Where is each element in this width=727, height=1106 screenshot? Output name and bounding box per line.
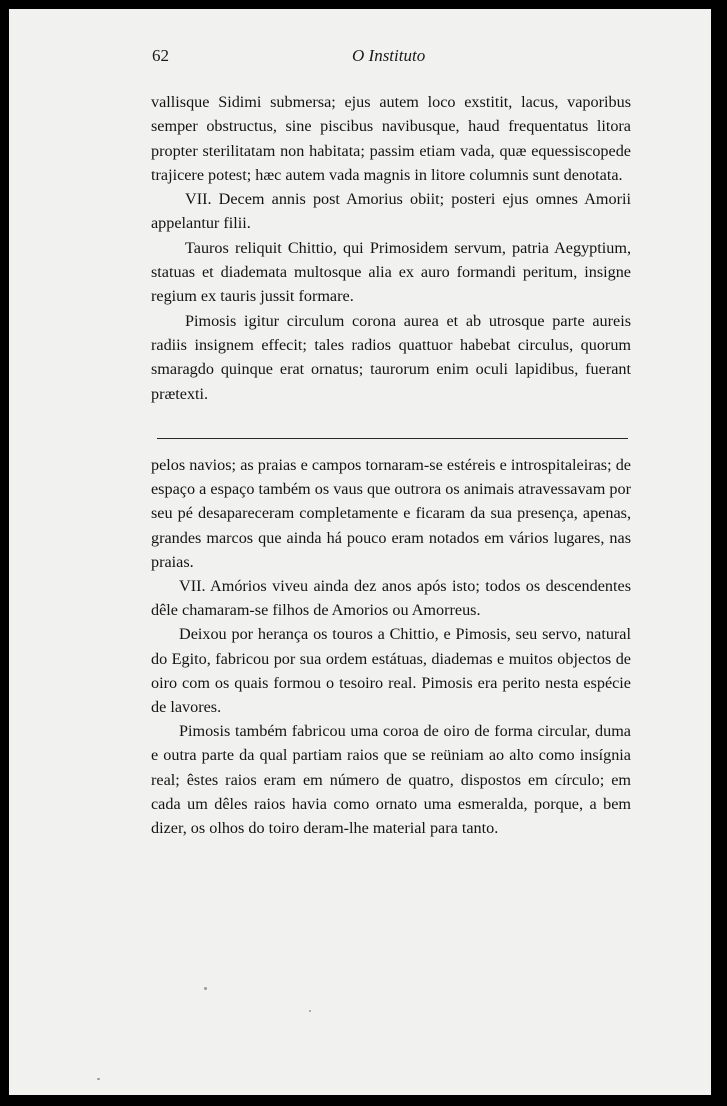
paper-speck: [204, 987, 207, 990]
portuguese-paragraph: Deixou por herança os touros a Chittio, e Pimosis, seu servo, natural do Egito, fabricou por sua ordem estátuas, diademas e muitos objectos de oiro com os quais formou o tesoiro real. Pimosis era perito nesta espécie de lavores.: [151, 625, 631, 717]
latin-paragraph: Pimosis igitur circulum corona aurea et ab utrosque parte aureis radiis insignem effecit; tales radios quattuor habebat circulus, quorum smaragdo quinque erat ornatus; taurorum enim oculi lapidibus, fuerant prætexti.: [151, 311, 631, 403]
portuguese-paragraph: VII. Amórios viveu ainda dez anos após isto; todos os descendentes dêle chamaram-se filhos de Amorios ou Amorreus.: [151, 577, 631, 620]
scan-border: [0, 1095, 727, 1106]
running-title: O Instituto: [352, 46, 426, 65]
portuguese-text: [151, 453, 631, 840]
page-header: [152, 46, 632, 72]
paper-speck: [309, 1010, 311, 1012]
latin-paragraph: VII. Decem annis post Amorius obiit; posteri ejus omnes Amorii appelantur filii.: [151, 190, 631, 233]
latin-text: [151, 90, 631, 406]
latin-paragraph: vallisque Sidimi submersa; ejus autem loco exstitit, lacus, vaporibus semper obstructus, sine piscibus navibusque, haud frequentatus litora propter sterilitatam non habitata; passim etiam vada, quæ equessiscopede trajicere potest; hæc autem vada magnis in litore columnis sunt denotata.: [151, 93, 631, 184]
latin-paragraph: Tauros reliquit Chittio, qui Primosidem servum, patria Aegyptium, statuas et diademata multosque alia ex auro formandi peritum, insigne regium ex tauris jussit formare.: [151, 238, 631, 306]
page-number: 62: [152, 46, 169, 65]
scan-border: [711, 0, 727, 1106]
portuguese-paragraph: pelos navios; as praias e campos tornaram-se estéreis e introspitaleiras; de espaço a espaço também os vaus que outrora os animais atravessavam por seu pé desapareceram completamente e ficaram da sua presença, apenas, grandes marcos que ainda há pouco eram notados em vários lugares, nas praias.: [151, 456, 631, 571]
section-divider: [157, 438, 628, 439]
paper-speck: [97, 1078, 100, 1080]
portuguese-paragraph: Pimosis também fabricou uma coroa de oiro de forma circular, duma e outra parte da qual partiam raios que se reüniam ao alto como insígnia real; êstes raios eram em número de quatro, dispostos em círculo; em cada um dêles raios havia como ornato uma esmeralda, porque, a bem dizer, os olhos do toiro deram-lhe material para tanto.: [151, 722, 631, 838]
